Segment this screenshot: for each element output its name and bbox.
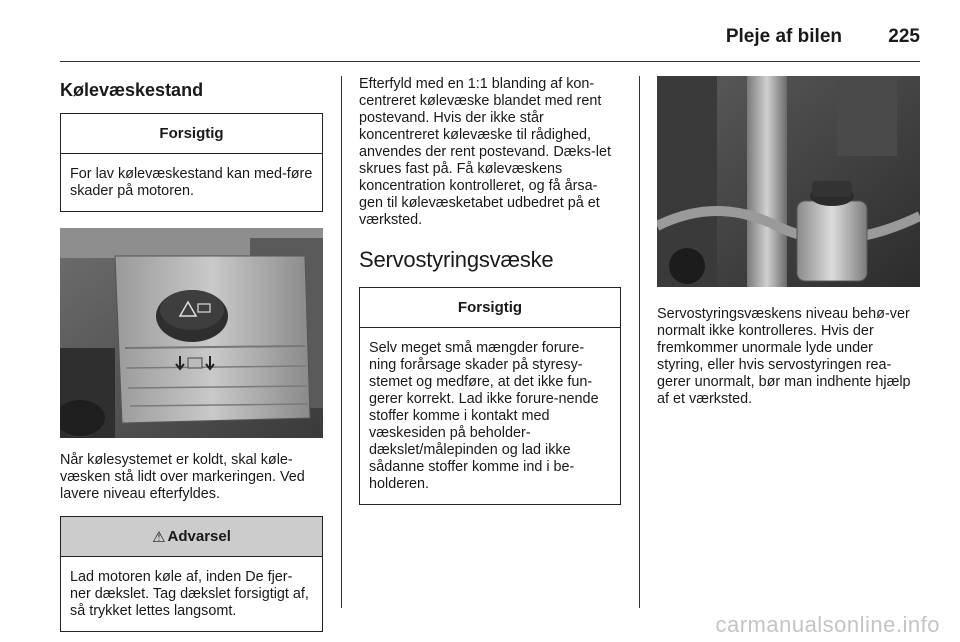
coolant-level-paragraph: Når kølesystemet er koldt, skal køle-væsken stå lidt over markeringen. Ved lavere niveau efterfyldes. bbox=[60, 452, 305, 502]
column-divider-1 bbox=[341, 76, 342, 608]
caution-heading-2: Forsigtig bbox=[360, 288, 620, 328]
left-column bbox=[60, 76, 323, 632]
page-number: 225 bbox=[888, 26, 920, 47]
page-header-title: Pleje af bilen bbox=[725, 26, 842, 47]
warning-triangle-icon: ⚠ bbox=[152, 528, 166, 546]
coolant-caution-box bbox=[60, 113, 323, 212]
right-column bbox=[657, 76, 920, 408]
page-header bbox=[60, 12, 920, 62]
power-steering-caution-box bbox=[359, 287, 621, 505]
coolant-section-title: Kølevæskestand bbox=[60, 80, 204, 100]
warning-text: Lad motoren køle af, inden De fjer-ner dækslet. Tag dækslet forsigtigt af, så trykket lettes langsomt. bbox=[70, 569, 309, 619]
power-steering-paragraph: Servostyringsvæskens niveau behø-ver normalt ikke kontrolleres. Hvis der fremkommer unormale lyde under styring, eller hvis servostyringen rea-gerer unormalt, bør man indhente hjælp af et værksted. bbox=[657, 306, 911, 407]
warning-heading-bar bbox=[61, 517, 322, 557]
power-steering-reservoir-photo bbox=[657, 76, 920, 287]
refill-paragraph: Efterfyld med en 1:1 blanding af kon-centreret kølevæske blandet med rent postevand. Hvis der ikke står koncentreret kølevæske til rådighed, anvendes der rent postevand. Dæks-let skrues fast på. Få kølevæskens koncentration kontrolleret, og få årsa-gen til kølevæsketabet udbedret på et værksted. bbox=[359, 76, 611, 228]
power-steering-section-title: Servostyringsvæske bbox=[359, 247, 554, 272]
warning-heading: Advarsel bbox=[167, 528, 231, 545]
middle-column bbox=[359, 76, 621, 505]
caution-text-2: Selv meget små mængder forure-ning forårsage skader på styresy-stemet og medføre, at det ikke fun-gerer korrekt. Lad ikke forure-nende stoffer komme i kontakt med væskesiden på beholder-dækslet/målepinden og lad ikke sådanne stoffer komme ind i be-holderen. bbox=[369, 340, 599, 492]
caution-heading: Forsigtig bbox=[61, 114, 322, 154]
coolant-reservoir-photo bbox=[60, 228, 323, 438]
watermark: carmanualsonline.info bbox=[715, 612, 940, 637]
column-divider-2 bbox=[639, 76, 640, 608]
caution-text: For lav kølevæskestand kan med-føre skader på motoren. bbox=[70, 166, 313, 199]
coolant-warning-box bbox=[60, 516, 323, 632]
